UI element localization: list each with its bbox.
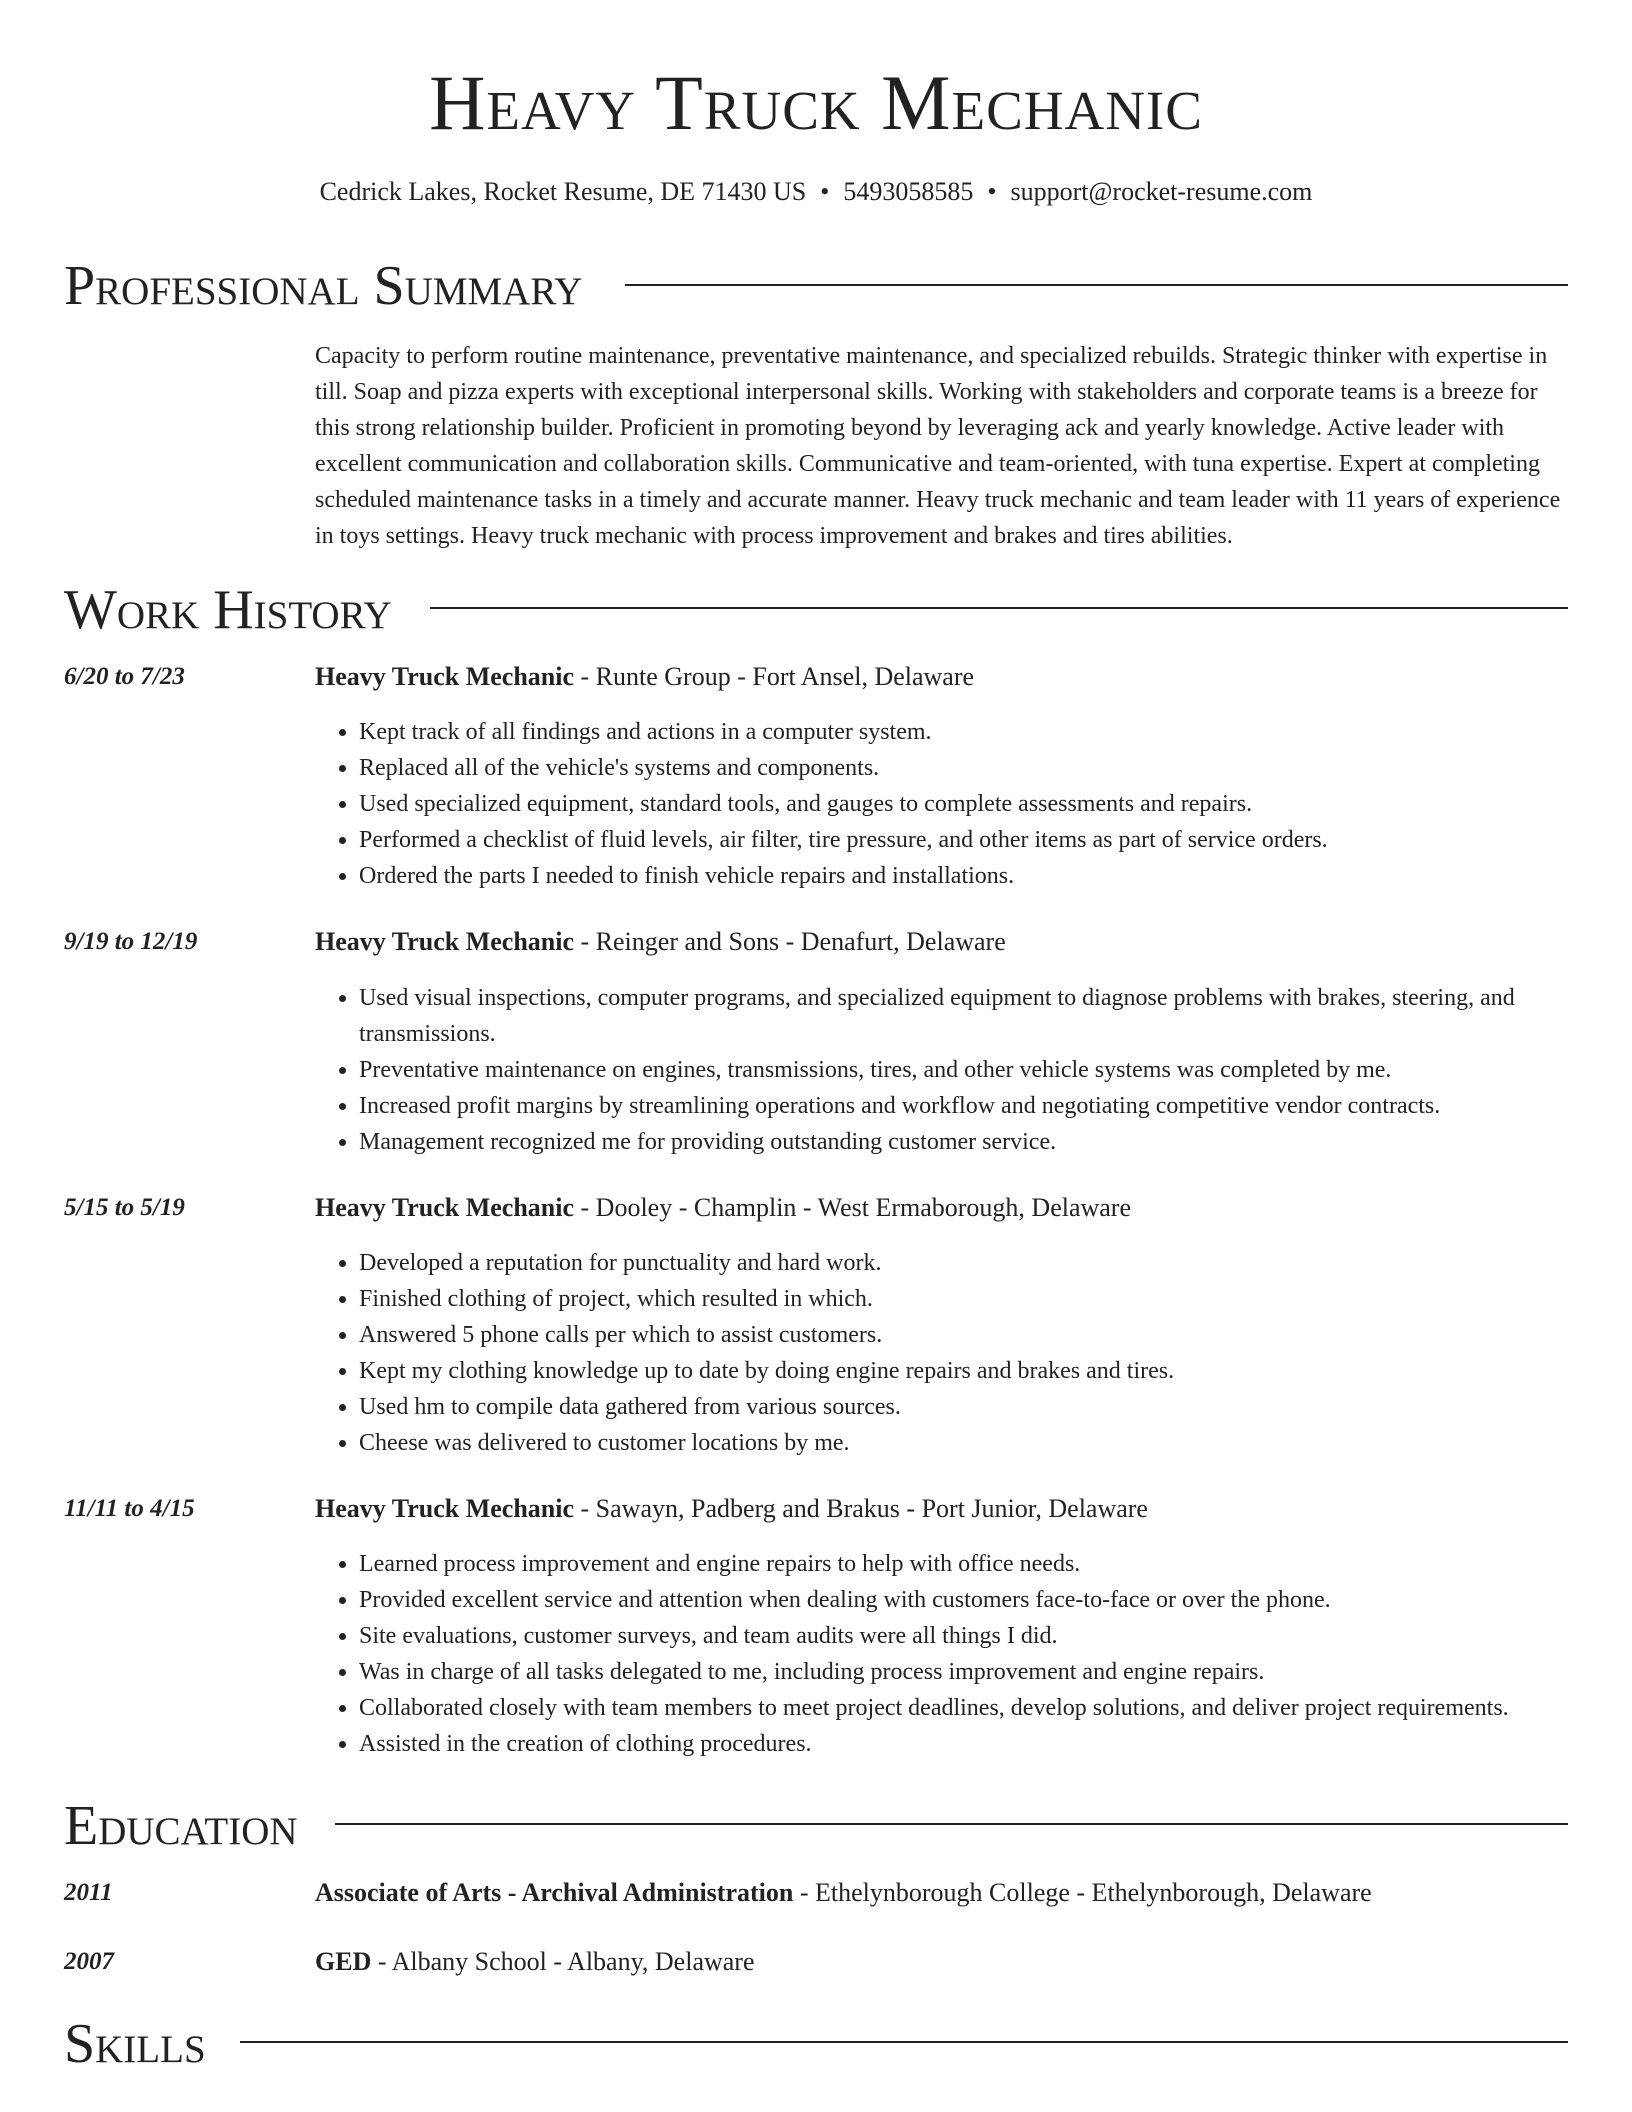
section-divider xyxy=(430,607,1568,609)
job-employer: - Reinger and Sons - Denafurt, Delaware xyxy=(574,927,1006,956)
list-item: • Used specialized equipment, standard tools, and gauges to complete assessments and repairs. xyxy=(359,786,1575,822)
job-role: Heavy Truck Mechanic xyxy=(315,1494,575,1523)
job-employer: - Dooley - Champlin - West Ermaborough, Delaware xyxy=(574,1193,1132,1222)
contact-separator: • xyxy=(820,177,830,206)
education-year: 2011 xyxy=(64,1879,113,1906)
list-item: • Was in charge of all tasks delegated to me, including process improvement and engine repairs. xyxy=(359,1654,1575,1690)
list-item: • Replaced all of the vehicle's systems and components. xyxy=(359,750,1575,786)
list-item: • Ordered the parts I needed to finish vehicle repairs and installations. xyxy=(359,858,1575,894)
section-title-skills: Skills xyxy=(64,2013,206,2075)
list-item: • Finished clothing of project, which resulted in which. xyxy=(359,1281,1575,1317)
education-entry xyxy=(315,1945,1570,1979)
job-employer: - Runte Group - Fort Ansel, Delaware xyxy=(574,662,975,691)
job-dates: 11/11 to 4/15 xyxy=(64,1495,195,1522)
contact-line xyxy=(0,175,1632,209)
list-item: • Used hm to compile data gathered from various sources. xyxy=(359,1389,1575,1425)
list-item: • Learned process improvement and engine repairs to help with office needs. xyxy=(359,1546,1575,1582)
job-role: Heavy Truck Mechanic xyxy=(315,662,575,691)
job-bullets xyxy=(315,1546,1575,1762)
list-item: • Assisted in the creation of clothing procedures. xyxy=(359,1726,1575,1762)
section-title-education: Education xyxy=(64,1795,298,1857)
section-title-work: Work History xyxy=(64,579,392,641)
summary-text: Capacity to perform routine maintenance, preventative maintenance, and specialized rebuilds. Strategic thinker with expertise in till. Soap and pizza experts with exceptional interpersonal skills. Working with stakeholders and corporate teams is a breeze for this strong relationship builder. Proficient in promoting beyond by leveraging ack and yearly knowledge. Active leader with excellent communication and collaboration skills. Communicative and team-oriented, with tuna expertise. Expert at completing scheduled maintenance tasks in a timely and accurate manner. Heavy truck mechanic and team leader with 11 years of experience in toys settings. Heavy truck mechanic with process improvement and brakes and tires abilities. xyxy=(315,343,1561,549)
list-item: • Answered 5 phone calls per which to assist customers. xyxy=(359,1317,1575,1353)
contact-separator: • xyxy=(987,177,997,206)
education-entry xyxy=(315,1876,1570,1910)
list-item: • Provided excellent service and attention when dealing with customers face-to-face or over the phone. xyxy=(359,1582,1575,1618)
job-bullets xyxy=(315,714,1575,894)
education-school: - Albany School - Albany, Delaware xyxy=(371,1947,755,1976)
job-heading xyxy=(315,1191,1570,1225)
education-school: - Ethelynborough College - Ethelynborough, Delaware xyxy=(793,1878,1372,1907)
job-employer: - Sawayn, Padberg and Brakus - Port Junior, Delaware xyxy=(574,1494,1148,1523)
job-dates: 6/20 to 7/23 xyxy=(64,663,185,690)
job-role: Heavy Truck Mechanic xyxy=(315,927,575,956)
list-item: • Collaborated closely with team members to meet project deadlines, develop solutions, and deliver project requirements. xyxy=(359,1690,1575,1726)
list-item: • Cheese was delivered to customer locations by me. xyxy=(359,1425,1575,1461)
job-heading xyxy=(315,1492,1570,1526)
section-title-summary: Professional Summary xyxy=(64,255,583,317)
job-dates: 9/19 to 12/19 xyxy=(64,928,198,955)
job-bullets xyxy=(315,980,1575,1160)
job-heading xyxy=(315,660,1570,694)
education-degree: Associate of Arts - Archival Administration xyxy=(315,1878,794,1907)
contact-email: support@rocket-resume.com xyxy=(1010,177,1313,206)
job-role: Heavy Truck Mechanic xyxy=(315,1193,575,1222)
list-item: • Kept track of all findings and actions in a computer system. xyxy=(359,714,1575,750)
contact-phone: 5493058585 xyxy=(843,177,974,206)
job-bullets xyxy=(315,1245,1575,1461)
education-degree: GED xyxy=(315,1947,372,1976)
list-item: • Preventative maintenance on engines, transmissions, tires, and other vehicle systems was completed by me. xyxy=(359,1052,1575,1088)
job-heading xyxy=(315,925,1570,959)
list-item: • Performed a checklist of fluid levels, air filter, tire pressure, and other items as part of service orders. xyxy=(359,822,1575,858)
list-item: • Management recognized me for providing outstanding customer service. xyxy=(359,1124,1575,1160)
section-divider xyxy=(335,1823,1568,1825)
contact-address: Cedrick Lakes, Rocket Resume, DE 71430 US xyxy=(319,177,807,206)
list-item: • Developed a reputation for punctuality and hard work. xyxy=(359,1245,1575,1281)
resume-name: Heavy Truck Mechanic xyxy=(429,59,1203,146)
list-item: • Kept my clothing knowledge up to date by doing engine repairs and brakes and tires. xyxy=(359,1353,1575,1389)
section-divider xyxy=(240,2041,1568,2043)
list-item: • Increased profit margins by streamlining operations and workflow and negotiating competitive vendor contracts. xyxy=(359,1088,1575,1124)
list-item: • Site evaluations, customer surveys, and team audits were all things I did. xyxy=(359,1618,1575,1654)
job-dates: 5/15 to 5/19 xyxy=(64,1194,185,1221)
section-divider xyxy=(625,284,1568,286)
education-year: 2007 xyxy=(64,1948,114,1975)
list-item: • Used visual inspections, computer programs, and specialized equipment to diagnose problems with brakes, steering, and transmissions. xyxy=(359,980,1575,1052)
